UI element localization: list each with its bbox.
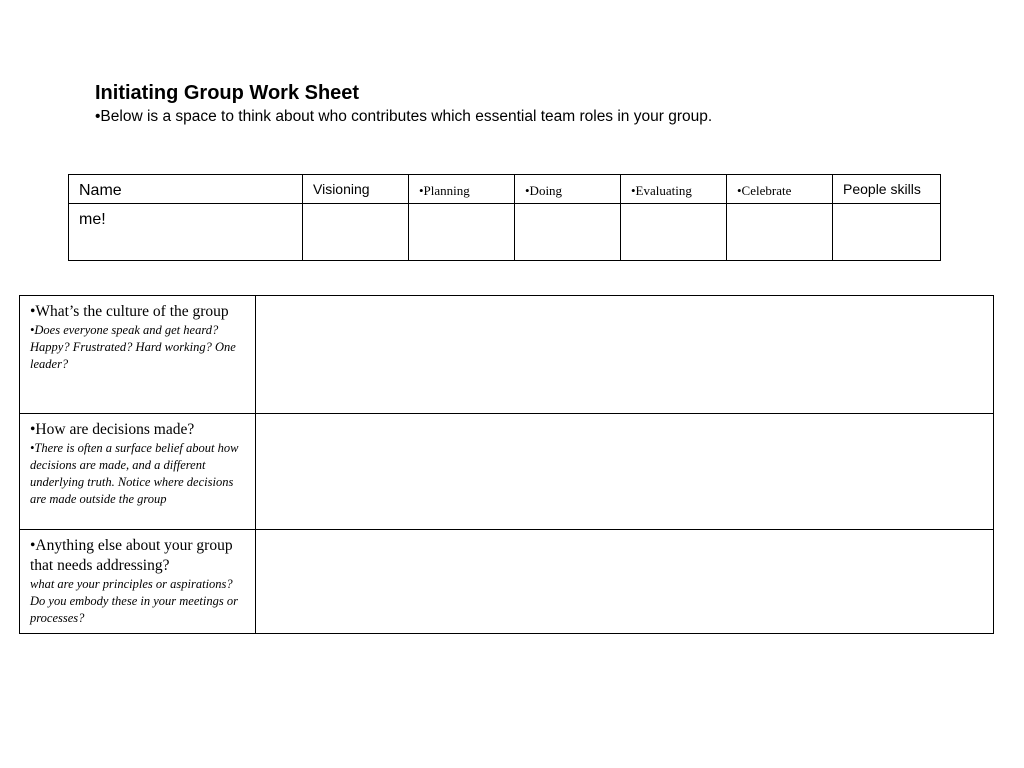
question-hint: •There is often a surface belief about how decisions are made, and a different underlying truth. Notice where decisions are made outside the group <box>30 441 239 506</box>
column-header-evaluating <box>621 175 727 204</box>
column-header-name <box>69 175 303 204</box>
team-roles-table <box>68 174 941 261</box>
question-hint: what are your principles or aspirations? Do you embody these in your meetings or processes? <box>30 577 238 625</box>
cell-value <box>727 204 832 212</box>
cell-value <box>515 204 620 212</box>
column-header-people-skills <box>833 175 941 204</box>
answer-cell-culture[interactable] <box>256 296 994 414</box>
name-cell[interactable] <box>69 204 303 261</box>
page-title: Initiating Group Work Sheet <box>95 82 360 104</box>
column-header-label: Name <box>79 182 122 199</box>
column-header-label: •Celebrate <box>737 183 792 198</box>
visioning-cell[interactable] <box>303 204 409 261</box>
cell-value <box>833 204 940 210</box>
table-row <box>69 204 941 261</box>
group-questions-table <box>19 295 994 634</box>
column-header-label: •Evaluating <box>631 183 692 198</box>
name-value: me! <box>79 211 106 228</box>
column-header-label: Visioning <box>313 181 370 197</box>
answer-cell-other[interactable] <box>256 530 994 634</box>
question-cell-other <box>20 530 256 634</box>
column-header-visioning <box>303 175 409 204</box>
question-hint: •Does everyone speak and get heard? Happy? Frustrated? Hard working? One leader? <box>30 323 236 371</box>
people-skills-cell[interactable] <box>833 204 941 261</box>
celebrate-cell[interactable] <box>727 204 833 261</box>
table-header-row <box>69 175 941 204</box>
answer-cell-decisions[interactable] <box>256 414 994 530</box>
cell-value <box>409 204 514 212</box>
planning-cell[interactable] <box>409 204 515 261</box>
cell-value <box>303 204 408 210</box>
evaluating-cell[interactable] <box>621 204 727 261</box>
column-header-doing <box>515 175 621 204</box>
table-row <box>20 414 994 530</box>
column-header-label: •Doing <box>525 183 563 198</box>
doing-cell[interactable] <box>515 204 621 261</box>
question-cell-culture <box>20 296 256 414</box>
column-header-label: •Planning <box>419 183 470 198</box>
column-header-label: People skills <box>843 181 921 197</box>
column-header-planning <box>409 175 515 204</box>
cell-value <box>621 204 726 212</box>
table-row <box>20 530 994 634</box>
table-row <box>20 296 994 414</box>
column-header-celebrate <box>727 175 833 204</box>
question-text: •What’s the culture of the group <box>30 303 229 320</box>
question-text: •How are decisions made? <box>30 421 195 438</box>
question-text: •Anything else about your group that needs addressing? <box>30 537 233 574</box>
question-cell-decisions <box>20 414 256 530</box>
page-subtitle: •Below is a space to think about who contributes which essential team roles in your group. <box>95 108 713 125</box>
